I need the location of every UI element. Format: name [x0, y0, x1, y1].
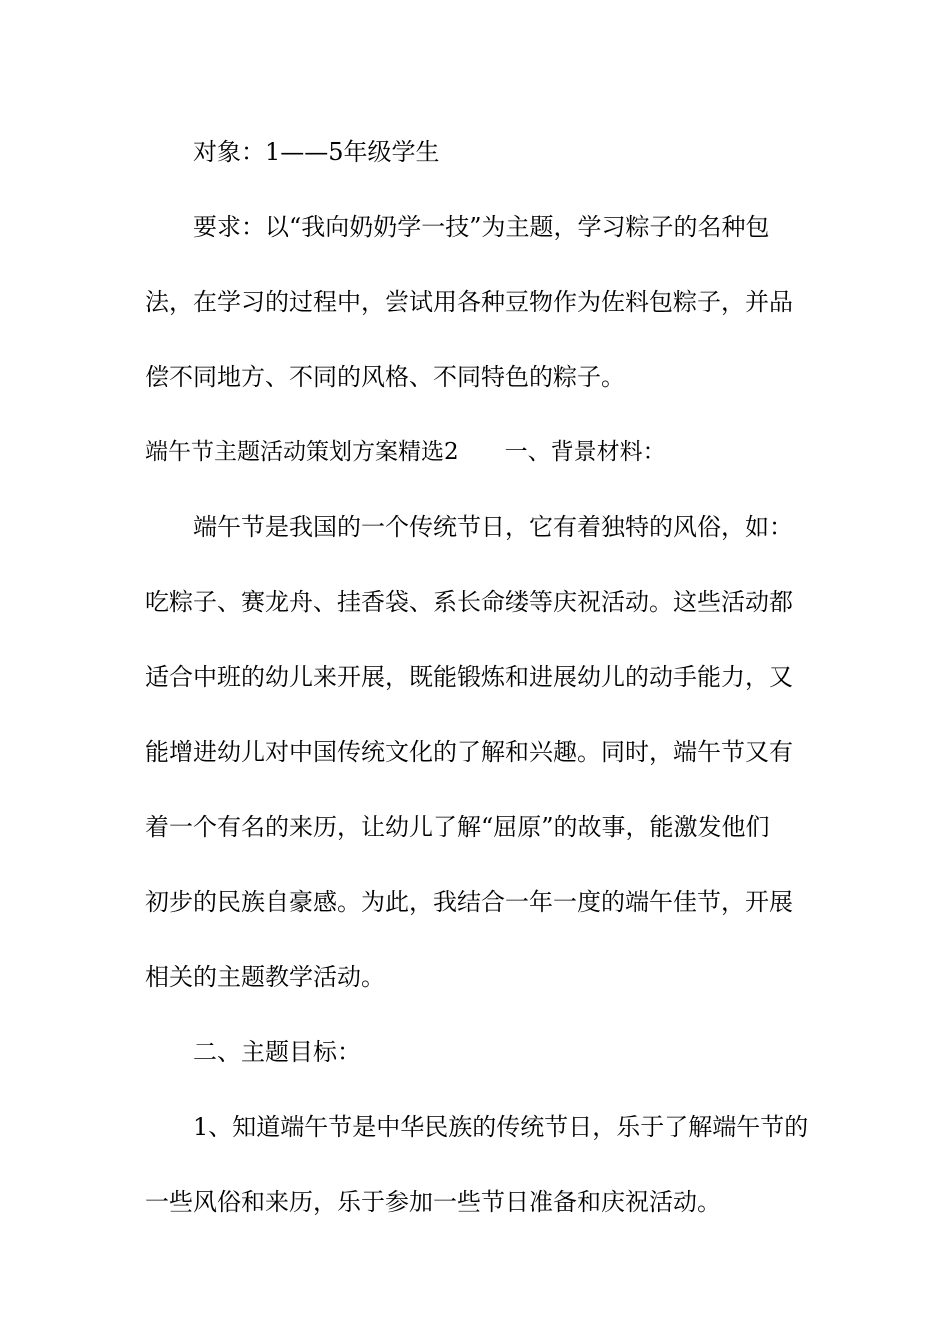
requirement-line-1: 要求：以“我向奶奶学一技”为主题，学习粽子的名种包	[193, 213, 770, 241]
background-line-1: 端午节是我国的一个传统节日，它有着独特的风俗，如：	[193, 513, 793, 541]
requirement-line-3: 偿不同地方、不同的风格、不同特色的粽子。	[145, 363, 625, 391]
section-heading-line: 端午节主题活动策划方案精选2 一、背景材料：	[145, 439, 666, 465]
requirement-line-2: 法，在学习的过程中，尝试用各种豆物作为佐料包粽子，并品	[145, 288, 793, 316]
background-line-6: 初步的民族自豪感。为此，我结合一年一度的端午佳节，开展	[145, 888, 793, 916]
background-line-3: 适合中班的幼儿来开展，既能锻炼和进展幼儿的动手能力，又	[145, 663, 793, 691]
goals-heading: 二、主题目标：	[193, 1038, 361, 1066]
background-line-2: 吃粽子、赛龙舟、挂香袋、系长命缕等庆祝活动。这些活动都	[145, 588, 793, 616]
audience-line: 对象：1——5年级学生	[193, 138, 440, 166]
background-line-5: 着一个有名的来历，让幼儿了解“屈原”的故事，能激发他们	[145, 813, 770, 841]
background-line-4: 能增进幼儿对中国传统文化的了解和兴趣。同时，端午节又有	[145, 738, 793, 766]
goal-1-line-1: 1、知道端午节是中华民族的传统节日，乐于了解端午节的	[193, 1113, 809, 1141]
goal-1-line-2: 一些风俗和来历，乐于参加一些节日准备和庆祝活动。	[145, 1188, 721, 1216]
background-line-7: 相关的主题教学活动。	[145, 963, 385, 991]
